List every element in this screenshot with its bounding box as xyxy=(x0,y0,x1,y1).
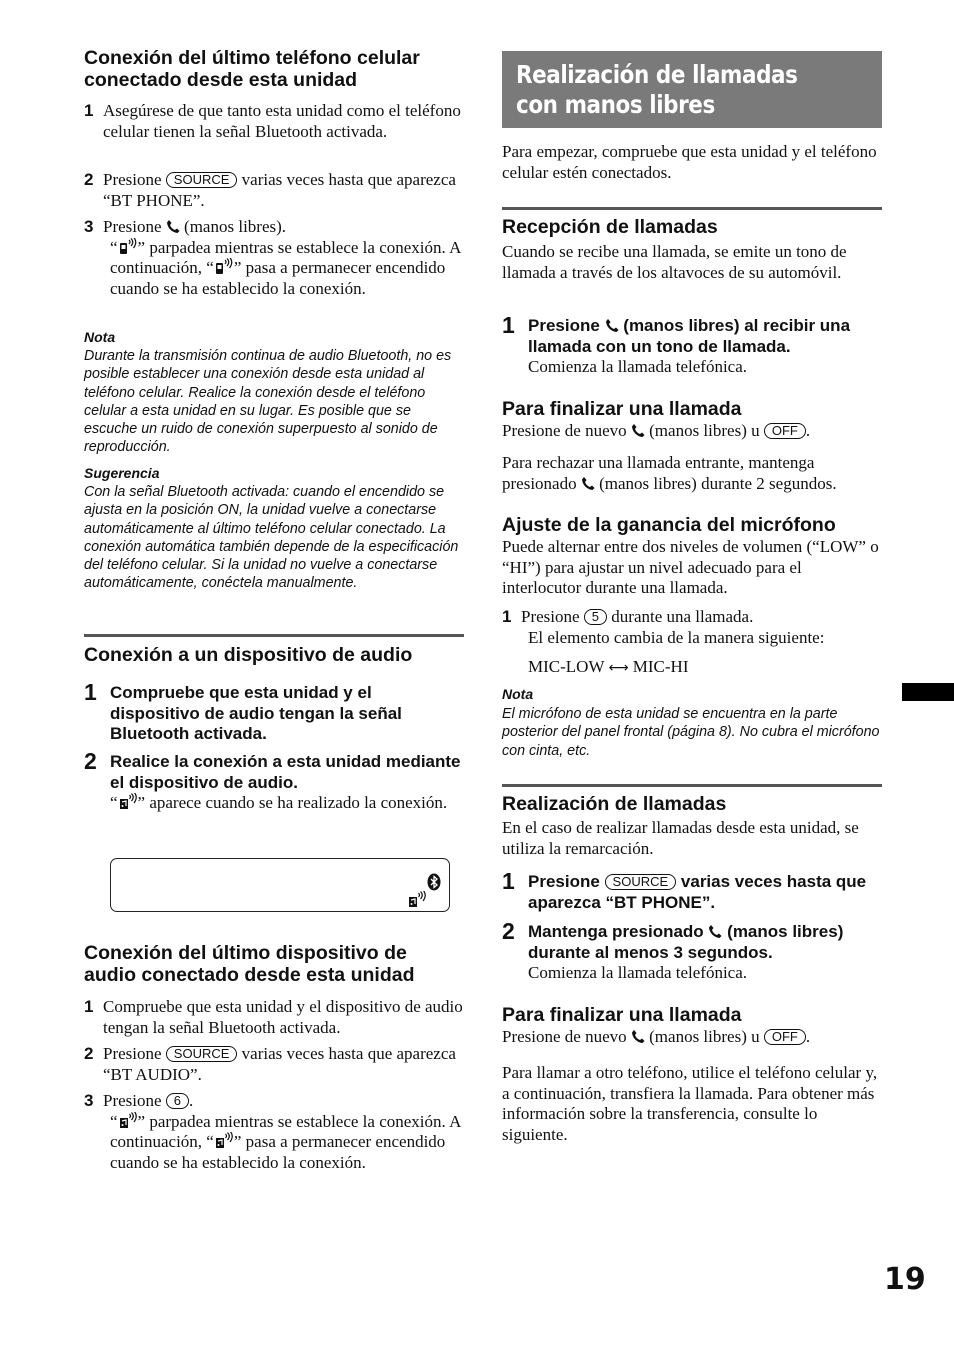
double-arrow-icon: ⟷ xyxy=(608,660,629,676)
phone-icon xyxy=(605,318,619,333)
end-call-body-2: Presione de nuevo (manos libres) u OFF . xyxy=(502,1027,811,1046)
section-title-last-phone: Conexión del último teléfono celular conectado desde esta unidad xyxy=(84,47,420,91)
left-column xyxy=(84,0,464,1352)
unit-display xyxy=(110,858,450,912)
section-title-audio: Conexión a un dispositivo de audio xyxy=(84,644,413,666)
tip-text: Con la señal Bluetooth activada: cuando el encendido se ajusta en la posición ON, la unidad vuelve a conectarse automáticamente al último teléfono celular conectado. La conexión automática también depende de la especificación del teléfono celular. Si la unidad no vuelve a conectarse automáticamente, conéctela manualmente. xyxy=(84,484,459,592)
key-5: 5 xyxy=(584,609,607,625)
make-call-body: En el caso de realizar llamadas desde esta unidad, se utiliza la remarcación. xyxy=(502,818,859,858)
source-key: SOURCE xyxy=(166,172,238,188)
section-tab-marker xyxy=(902,683,954,701)
phone-icon xyxy=(708,924,722,939)
transfer-body: Para llamar a otro teléfono, utilice el teléfono celular y, a continuación, transfiera la llamada. Para obtener más información sobre la transferencia, consulte lo siguiente. xyxy=(502,1063,878,1144)
off-key: OFF xyxy=(764,1029,806,1045)
source-key: SOURCE xyxy=(605,874,677,890)
key-6: 6 xyxy=(166,1093,189,1109)
list-item: 1 Presione SOURCE varias veces hasta que aparezca “BT PHONE”. xyxy=(502,868,867,912)
list-item: 1 Compruebe que esta unidad y el dispositivo de audio tengan la señal Bluetooth activada. xyxy=(84,679,402,743)
list-item: 3 Presione (manos libres). “ ” parpadea mientras se establece la conexión. A continuación, “ ” pasa a permanecer encendido cuando se ha establecido la conexión. xyxy=(84,217,461,298)
page-number: 19 xyxy=(884,1262,926,1297)
list-item: 1 Presione 5 durante una llamada. El elemento cambia de la manera siguiente: MIC-LOW ⟷ MIC-HI xyxy=(502,607,825,676)
section-title-mic-gain: Ajuste de la ganancia del micrófono xyxy=(502,514,836,536)
bt-phone-icon xyxy=(118,238,138,256)
end-call-body: Presione de nuevo (manos libres) u OFF . xyxy=(502,421,811,440)
section-rule xyxy=(84,634,464,637)
list-item: 2 Realice la conexión a esta unidad mediante el dispositivo de audio. “ ” aparece cuando se ha realizado la conexión. xyxy=(84,748,461,812)
mic-gain-body: Puede alternar entre dos niveles de volumen (“LOW” o “HI”) para ajustar un nivel adecuado para el interlocutor durante una llamada. xyxy=(502,537,879,597)
section-rule xyxy=(502,207,882,210)
section-title-receive: Recepción de llamadas xyxy=(502,216,718,238)
source-key: SOURCE xyxy=(166,1046,238,1062)
intro-text: Para empezar, compruebe que esta unidad y el teléfono celular estén conectados. xyxy=(502,142,877,182)
chapter-banner-title: Realización de llamadas con manos libres xyxy=(516,60,798,119)
section-rule xyxy=(502,784,882,787)
receive-body: Cuando se recibe una llamada, se emite un tono de llamada a través de los altavoces de su automóvil. xyxy=(502,242,847,282)
phone-icon xyxy=(631,423,645,438)
list-item: 2 Presione SOURCE varias veces hasta que aparezca “BT PHONE”. xyxy=(84,170,456,210)
bt-audio-icon xyxy=(407,891,427,909)
note-heading: Nota xyxy=(84,329,116,345)
bt-audio-icon xyxy=(118,793,138,811)
bt-audio-icon xyxy=(118,1112,138,1130)
bluetooth-icon xyxy=(427,873,441,891)
note-text: Durante la transmisión continua de audio Bluetooth, no es posible establecer una conexión desde esta unidad al teléfono celular. Realice la conexión desde el teléfono celular a esta unidad en su lugar. Es posible que se escuche un ruido de conexión superpuesto al sonido de reproducción. xyxy=(84,348,452,456)
reject-call-body: Para rechazar una llamada entrante, mantenga presionado (manos libres) durante 2 segundos. xyxy=(502,453,837,493)
list-item: 1 Compruebe que esta unidad y el dispositivo de audio tengan la señal Bluetooth activada. xyxy=(84,997,463,1037)
section-title-make-call: Realización de llamadas xyxy=(502,793,727,815)
list-item: 1 Presione (manos libres) al recibir una llamada con un tono de llamada. Comienza la llamada telefónica. xyxy=(502,312,851,376)
list-item: 1 Asegúrese de que tanto esta unidad como el teléfono celular tienen la señal Bluetooth activada. xyxy=(84,101,461,141)
phone-icon xyxy=(631,1029,645,1044)
list-item: 2 Presione SOURCE varias veces hasta que aparezca “BT AUDIO”. xyxy=(84,1044,456,1084)
section-title-end-call: Para finalizar una llamada xyxy=(502,398,742,420)
section-title-last-audio: Conexión del último dispositivo de audio conectado desde esta unidad xyxy=(84,942,415,986)
section-title-end-call-2: Para finalizar una llamada xyxy=(502,1004,742,1026)
bt-phone-icon xyxy=(214,258,234,276)
note-heading: Nota xyxy=(502,686,534,702)
right-column xyxy=(502,0,882,1352)
off-key: OFF xyxy=(764,423,806,439)
bt-audio-icon xyxy=(214,1132,234,1150)
list-item: 2 Mantenga presionado (manos libres) durante al menos 3 segundos. Comienza la llamada telefónica. xyxy=(502,918,844,982)
list-item: 3 Presione 6 . “ ” parpadea mientras se establece la conexión. A continuación, “ ” pasa a permanecer encendido cuando se ha establecido la conexión. xyxy=(84,1091,461,1172)
note-text: El micrófono de esta unidad se encuentra en la parte posterior del panel frontal (página 8). No cubra el micrófono con cinta, etc. xyxy=(502,706,880,759)
tip-heading: Sugerencia xyxy=(84,465,160,481)
phone-icon xyxy=(166,219,180,234)
phone-icon xyxy=(581,476,595,491)
